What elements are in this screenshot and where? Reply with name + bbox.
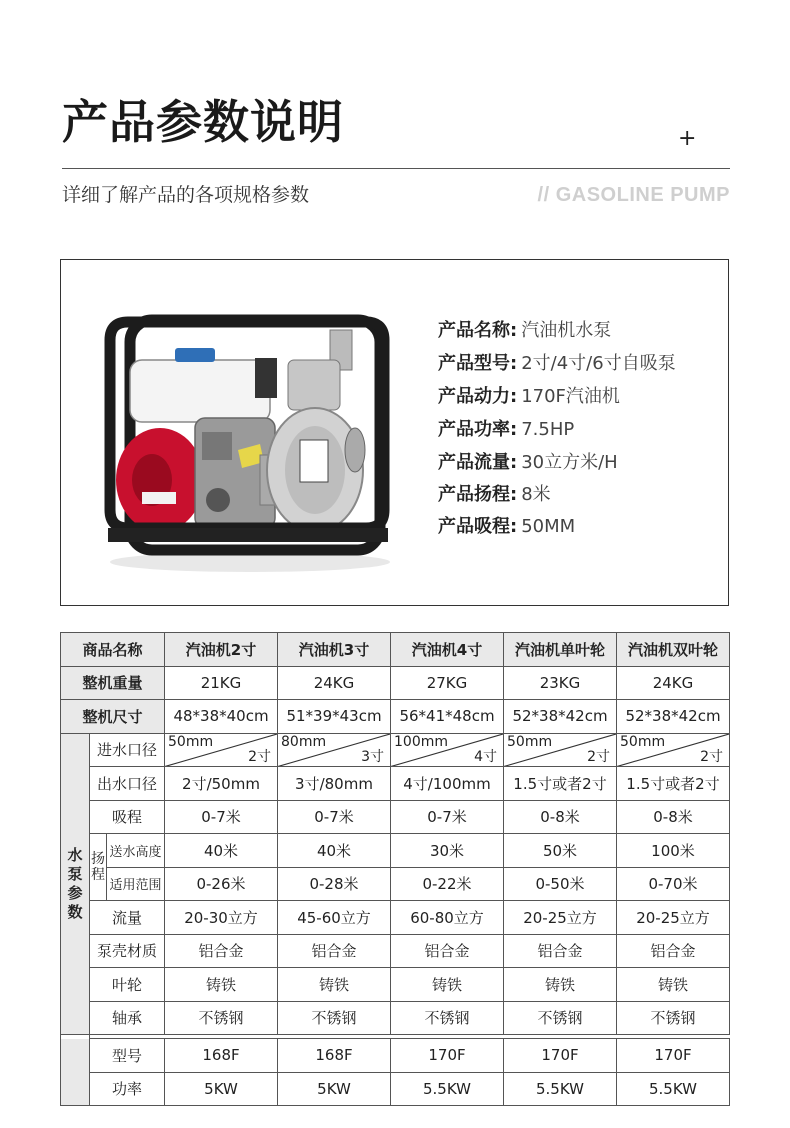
header-cell: 汽油机4寸: [391, 633, 504, 667]
table-cell: 铸铁: [391, 968, 504, 1002]
spec-row-suction: 产品吸程: 50MM: [438, 516, 576, 537]
table-row-bearing: [61, 1001, 730, 1035]
table-cell: 100米: [617, 834, 730, 868]
table-row-delivery-height: [61, 834, 730, 868]
spec-row-name: 产品名称: 汽油机水泵: [438, 320, 612, 341]
table-cell: 48*38*40cm: [165, 700, 278, 734]
header-cell: 汽油机3寸: [278, 633, 391, 667]
table-cell: 40米: [165, 834, 278, 868]
row-label: 轴承: [90, 1001, 165, 1035]
table-cell: 5.5KW: [617, 1072, 730, 1106]
header-divider: [62, 168, 730, 169]
table-cell: 铝合金: [504, 934, 617, 968]
table-cell: 铝合金: [165, 934, 278, 968]
header-cell: 汽油机2寸: [165, 633, 278, 667]
table-cell: 铸铁: [617, 968, 730, 1002]
table-row-applicable-range: [61, 867, 730, 901]
table-cell: 0-28米: [278, 867, 391, 901]
table-cell: 24KG: [617, 666, 730, 700]
table-cell: 铸铁: [504, 968, 617, 1002]
head-group-label: 扬 程: [90, 834, 107, 901]
english-caption: // GASOLINE PUMP: [537, 184, 730, 206]
table-cell: 铸铁: [278, 968, 391, 1002]
table-cell: 40米: [278, 834, 391, 868]
table-cell: 5.5KW: [504, 1072, 617, 1106]
table-cell: 24KG: [278, 666, 391, 700]
table-cell: 0-22米: [391, 867, 504, 901]
table-cell: 不锈钢: [278, 1001, 391, 1035]
table-cell: 5KW: [165, 1072, 278, 1106]
row-label: 功率: [90, 1072, 165, 1106]
parameter-table: [60, 632, 730, 1106]
spec-row-flow: 产品流量: 30立方米/H: [438, 452, 618, 473]
table-row-flow: [61, 901, 730, 935]
row-label: 泵壳材质: [90, 934, 165, 968]
table-cell: 23KG: [504, 666, 617, 700]
table-cell: 170F: [391, 1039, 504, 1073]
table-row-model: [61, 1039, 730, 1073]
row-label: 整机重量: [61, 666, 165, 700]
table-cell: 100mm 4寸: [391, 733, 504, 767]
table-cell: 铝合金: [391, 934, 504, 968]
row-label: 整机尺寸: [61, 700, 165, 734]
table-cell: 80mm 3寸: [278, 733, 391, 767]
table-cell: 不锈钢: [504, 1001, 617, 1035]
table-cell: 21KG: [165, 666, 278, 700]
table-cell: 0-8米: [504, 800, 617, 834]
row-label: 送水高度: [107, 834, 165, 868]
row-label: 出水口径: [90, 767, 165, 801]
table-cell: 0-7米: [278, 800, 391, 834]
table-cell: 168F: [165, 1039, 278, 1073]
table-cell: 60-80立方: [391, 901, 504, 935]
spec-row-power: 产品功率: 7.5HP: [438, 419, 575, 440]
spec-row-engine: 产品动力: 170F汽油机: [438, 386, 620, 407]
table-row-weight: [61, 666, 730, 700]
header-cell: 汽油机双叶轮: [617, 633, 730, 667]
table-row-power: [61, 1072, 730, 1106]
table-cell: 52*38*42cm: [504, 700, 617, 734]
table-cell: 20-30立方: [165, 901, 278, 935]
spec-row-model: 产品型号: 2寸/4寸/6寸自吸泵: [438, 353, 676, 374]
table-cell: 27KG: [391, 666, 504, 700]
table-cell: 170F: [617, 1039, 730, 1073]
table-cell: 铸铁: [165, 968, 278, 1002]
table-row-suction: [61, 800, 730, 834]
table-cell: 50mm 2寸: [617, 733, 730, 767]
table-row-size: [61, 700, 730, 734]
pump-params-group-label: 水 泵 参 数: [61, 733, 90, 1035]
table-cell: 1.5寸或者2寸: [504, 767, 617, 801]
page-title: 产品参数说明: [62, 95, 344, 149]
spec-row-head: 产品扬程: 8米: [438, 484, 551, 505]
table-cell: 50mm 2寸: [165, 733, 278, 767]
table-cell: 5.5KW: [391, 1072, 504, 1106]
table-cell: 45-60立方: [278, 901, 391, 935]
table-header-row: [61, 633, 730, 667]
header-cell: 商品名称: [61, 633, 165, 667]
header-cell: 汽油机单叶轮: [504, 633, 617, 667]
table-row-outlet: [61, 767, 730, 801]
row-label: 适用范围: [107, 867, 165, 901]
table-row-inlet: [61, 733, 730, 767]
table-cell: 4寸/100mm: [391, 767, 504, 801]
table-row-impeller: [61, 968, 730, 1002]
table-cell: 170F: [504, 1039, 617, 1073]
table-row-housing: [61, 934, 730, 968]
table-cell: 0-7米: [165, 800, 278, 834]
table-cell: 铝合金: [278, 934, 391, 968]
table-cell: 5KW: [278, 1072, 391, 1106]
expand-plus-icon[interactable]: +: [678, 126, 697, 151]
table-cell: 2寸/50mm: [165, 767, 278, 801]
gasoline-water-pump-image: [100, 300, 400, 580]
table-cell: 50mm 2寸: [504, 733, 617, 767]
engine-params-group-label: [61, 1039, 90, 1106]
table-cell: 1.5寸或者2寸: [617, 767, 730, 801]
table-cell: 0-70米: [617, 867, 730, 901]
page-subtitle: 详细了解产品的各项规格参数: [62, 184, 310, 206]
table-cell: 0-8米: [617, 800, 730, 834]
table-cell: 铝合金: [617, 934, 730, 968]
table-cell: 不锈钢: [617, 1001, 730, 1035]
table-cell: 50米: [504, 834, 617, 868]
table-cell: 52*38*42cm: [617, 700, 730, 734]
row-label: 型号: [90, 1039, 165, 1073]
table-cell: 0-26米: [165, 867, 278, 901]
table-cell: 20-25立方: [504, 901, 617, 935]
table-cell: 0-7米: [391, 800, 504, 834]
row-label: 进水口径: [90, 733, 165, 767]
table-cell: 20-25立方: [617, 901, 730, 935]
row-label: 流量: [90, 901, 165, 935]
table-cell: 不锈钢: [391, 1001, 504, 1035]
table-cell: 51*39*43cm: [278, 700, 391, 734]
row-label: 叶轮: [90, 968, 165, 1002]
table-cell: 56*41*48cm: [391, 700, 504, 734]
table-cell: 0-50米: [504, 867, 617, 901]
table-cell: 30米: [391, 834, 504, 868]
table-cell: 不锈钢: [165, 1001, 278, 1035]
row-label: 吸程: [90, 800, 165, 834]
table-cell: 3寸/80mm: [278, 767, 391, 801]
table-cell: 168F: [278, 1039, 391, 1073]
